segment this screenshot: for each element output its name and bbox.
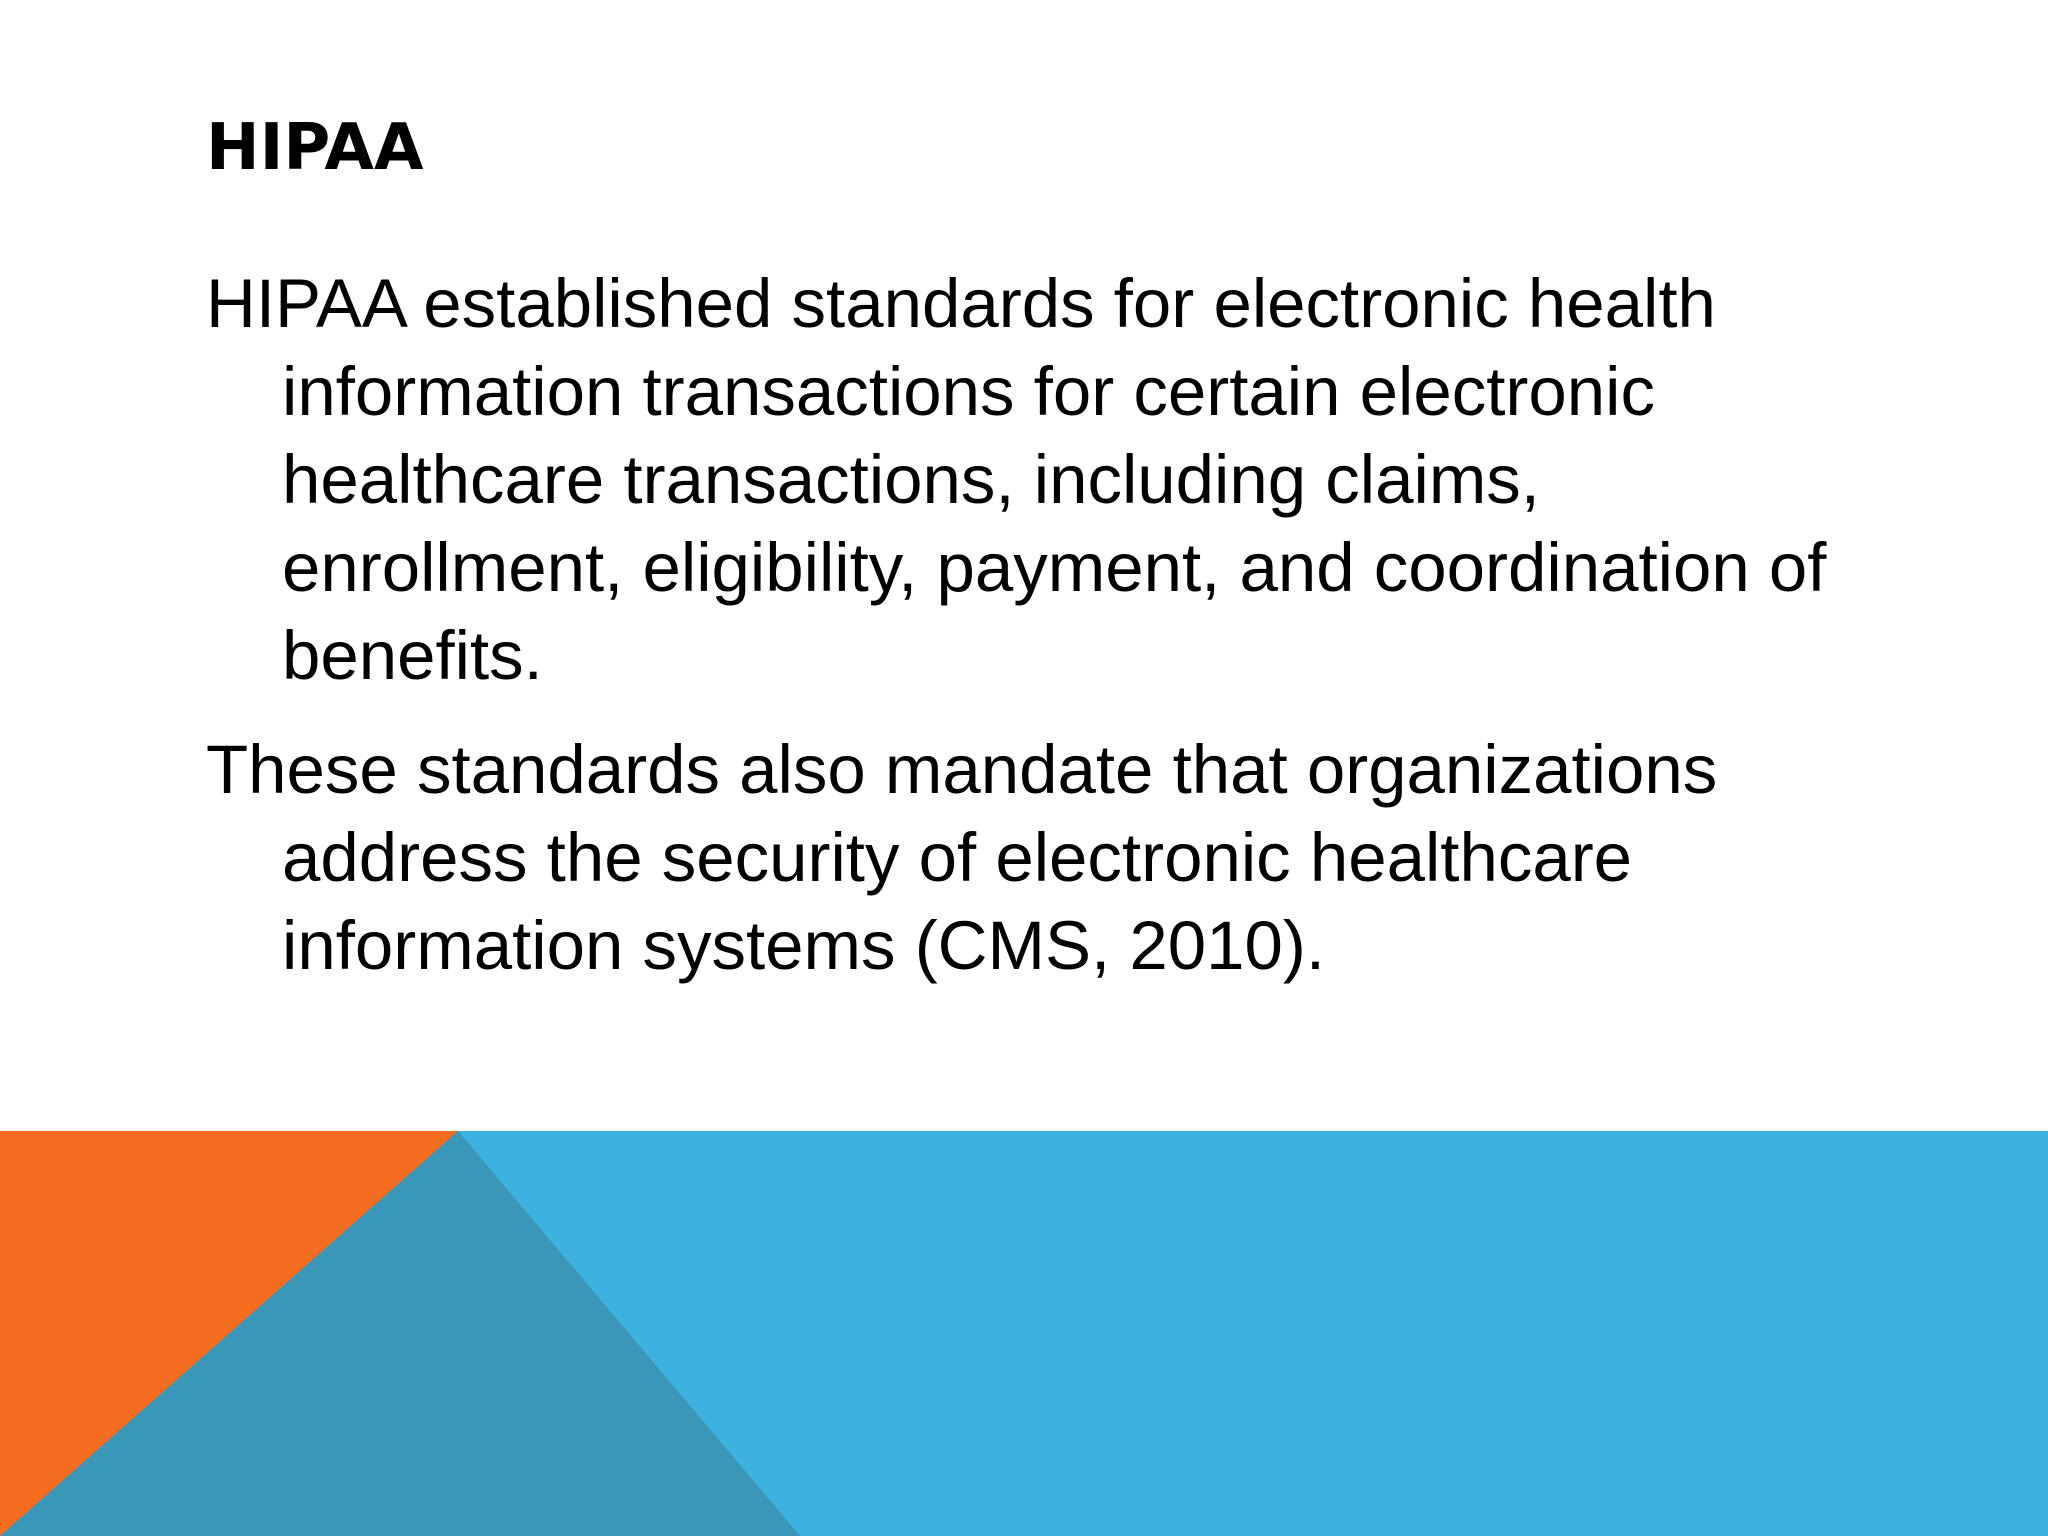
body-paragraph: These standards also mandate that organizations address the security of electronic healthcare information systems (CMS, 2010).	[206, 731, 1718, 984]
slide-body	[206, 260, 1846, 1016]
slide-title: HIPAA	[206, 111, 424, 185]
decorative-footer-shapes	[0, 1131, 2048, 1536]
body-paragraph: HIPAA established standards for electronic health information transactions for certain electronic healthcare transactions, including claims, enrollment, eligibility, payment, and coordination of benefits.	[206, 265, 1827, 694]
